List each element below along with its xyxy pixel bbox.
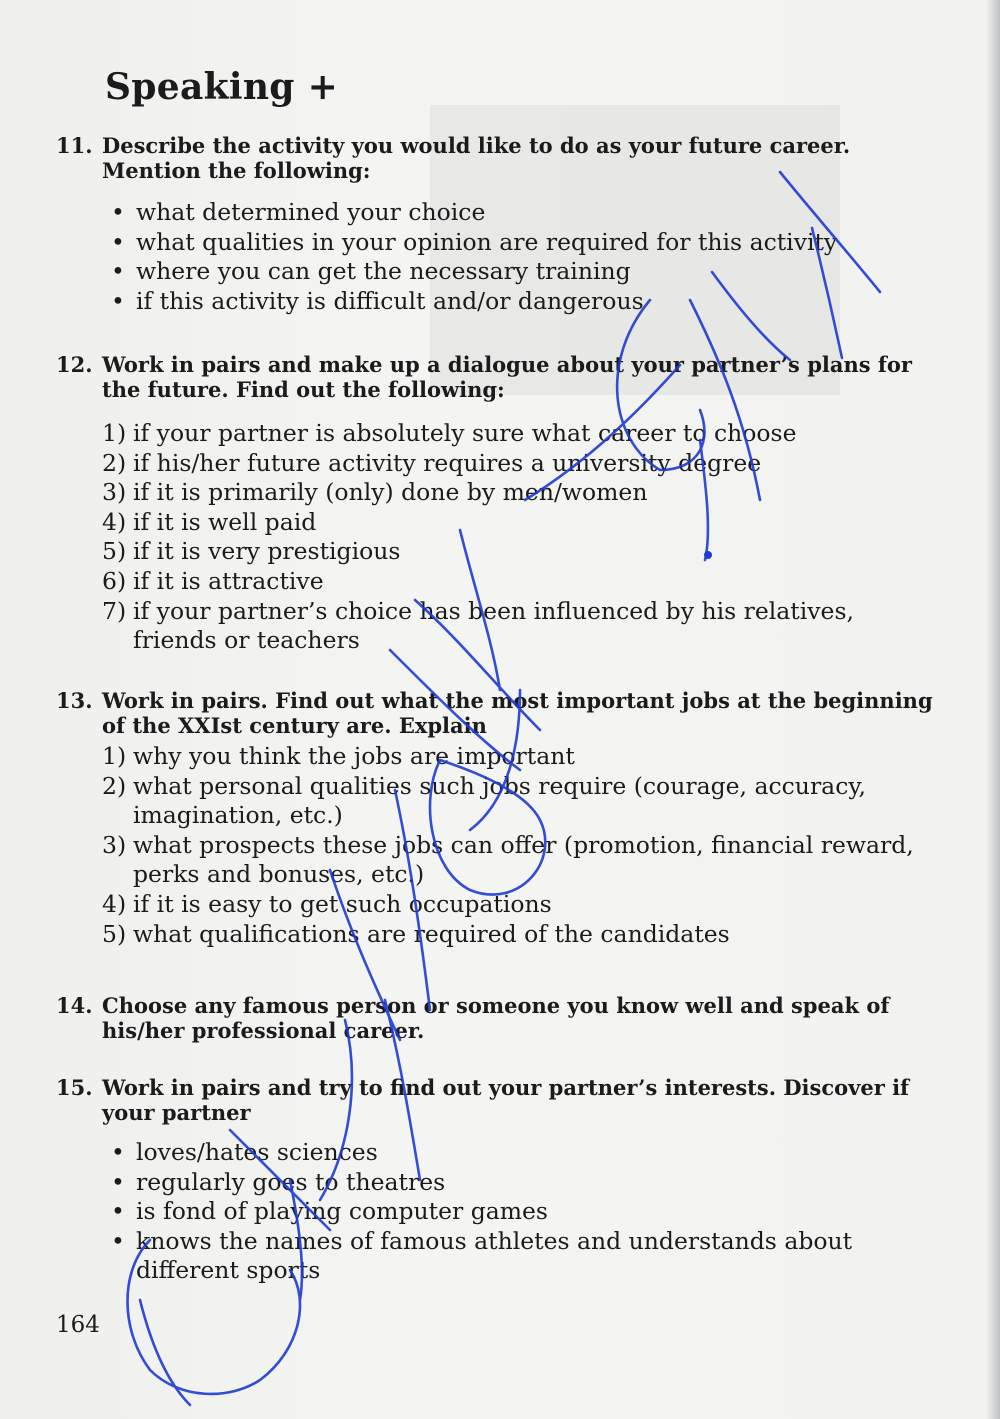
bullet-marker: • — [111, 198, 125, 226]
task-11 — [56, 133, 936, 316]
task-13-instruction — [56, 688, 936, 738]
list-item — [56, 567, 936, 597]
task-15-instruction — [56, 1075, 936, 1125]
item-number: 6) — [102, 566, 127, 595]
section-heading: Speaking + — [105, 66, 339, 108]
list-item — [56, 920, 936, 950]
list-item-text: if your partner’s choice has been influenced by his relatives, friends or teachers — [133, 596, 854, 655]
list-item — [56, 772, 936, 831]
list-item-text: if this activity is difficult and/or dangerous — [136, 286, 644, 315]
list-item — [56, 537, 936, 567]
task-12-instruction — [56, 352, 936, 402]
list-item — [56, 449, 936, 479]
list-item — [56, 890, 936, 920]
list-item-text: if his/her future activity requires a university degree — [133, 448, 762, 477]
list-item-text: loves/hates sciences — [136, 1138, 378, 1166]
list-item-text: knows the names of famous athletes and understands about different sports — [136, 1226, 853, 1285]
list-item-text: what qualifications are required of the candidates — [133, 919, 730, 948]
item-number: 4) — [102, 507, 127, 536]
task-13 — [56, 688, 936, 949]
item-number: 5) — [102, 919, 127, 948]
task-text: Work in pairs. Find out what the most important jobs at the beginning of the XXIst century are. Explain — [102, 688, 933, 738]
item-number: 3) — [102, 830, 127, 859]
list-item-text: if it is well paid — [133, 507, 317, 536]
task-number: 15. — [56, 1075, 93, 1100]
task-text: Describe the activity you would like to do as your future career. Mention the following: — [102, 133, 851, 183]
list-item — [56, 1138, 936, 1168]
list-item-text: where you can get the necessary training — [136, 257, 631, 286]
item-number: 1) — [102, 742, 127, 770]
task-11-list — [56, 198, 936, 316]
task-number: 14. — [56, 993, 93, 1018]
bullet-marker: • — [111, 1167, 125, 1196]
bullet-marker: • — [111, 1197, 125, 1226]
task-text: Work in pairs and make up a dialogue about your partner’s plans for the future. Find out the following: — [102, 352, 912, 402]
task-12-list — [56, 419, 936, 656]
task-15-list — [56, 1138, 936, 1286]
task-13-list — [56, 742, 936, 949]
item-number: 4) — [102, 889, 127, 918]
list-item — [56, 198, 936, 228]
pen-stroke — [140, 1300, 190, 1405]
task-text: Choose any famous person or someone you know well and speak of his/her professional career. — [102, 993, 890, 1043]
list-item — [56, 742, 936, 772]
task-15 — [56, 1075, 936, 1286]
list-item-text: what personal qualities such jobs require (courage, accuracy, imagination, etc.) — [133, 771, 866, 830]
list-item-text: if your partner is absolutely sure what career to choose — [133, 419, 797, 447]
item-number: 1) — [102, 419, 127, 447]
task-11-instruction — [56, 133, 936, 183]
list-item-text: regularly goes to theatres — [136, 1167, 446, 1196]
page-edge-shadow — [986, 0, 1000, 1419]
task-number: 12. — [56, 352, 93, 377]
list-item — [56, 597, 936, 656]
list-item-text: if it is easy to get such occupations — [133, 889, 552, 918]
list-item-text: what prospects these jobs can offer (promotion, financial reward, perks and bonuses, etc.) — [133, 830, 914, 889]
list-item — [56, 228, 936, 258]
bullet-marker: • — [111, 227, 125, 256]
task-14-instruction — [56, 993, 936, 1043]
item-number: 5) — [102, 537, 127, 566]
task-number: 13. — [56, 688, 93, 713]
list-item — [56, 257, 936, 287]
bullet-marker: • — [111, 1138, 125, 1166]
list-item-text: why you think the jobs are important — [133, 742, 575, 770]
list-item — [56, 1197, 936, 1227]
task-number: 11. — [56, 133, 93, 158]
bullet-marker: • — [111, 257, 125, 286]
list-item — [56, 287, 936, 317]
list-item-text: is fond of playing computer games — [136, 1197, 548, 1226]
list-item — [56, 478, 936, 508]
list-item-text: if it is attractive — [133, 566, 324, 595]
item-number: 7) — [102, 596, 127, 625]
task-12 — [56, 352, 936, 656]
list-item-text: what qualities in your opinion are required for this activity — [136, 227, 838, 256]
list-item — [56, 1168, 936, 1198]
page-number: 164 — [56, 1312, 100, 1338]
list-item-text: what determined your choice — [136, 198, 486, 226]
item-number: 2) — [102, 771, 127, 800]
item-number: 3) — [102, 478, 127, 507]
bullet-marker: • — [111, 286, 125, 315]
task-text: Work in pairs and try to find out your partner’s interests. Discover if your partner — [102, 1075, 910, 1125]
list-item — [56, 508, 936, 538]
list-item — [56, 831, 936, 890]
list-item — [56, 1227, 936, 1286]
item-number: 2) — [102, 448, 127, 477]
task-14 — [56, 993, 936, 1043]
list-item-text: if it is very prestigious — [133, 537, 401, 566]
list-item-text: if it is primarily (only) done by men/women — [133, 478, 648, 507]
bullet-marker: • — [111, 1226, 125, 1255]
list-item — [56, 419, 936, 449]
